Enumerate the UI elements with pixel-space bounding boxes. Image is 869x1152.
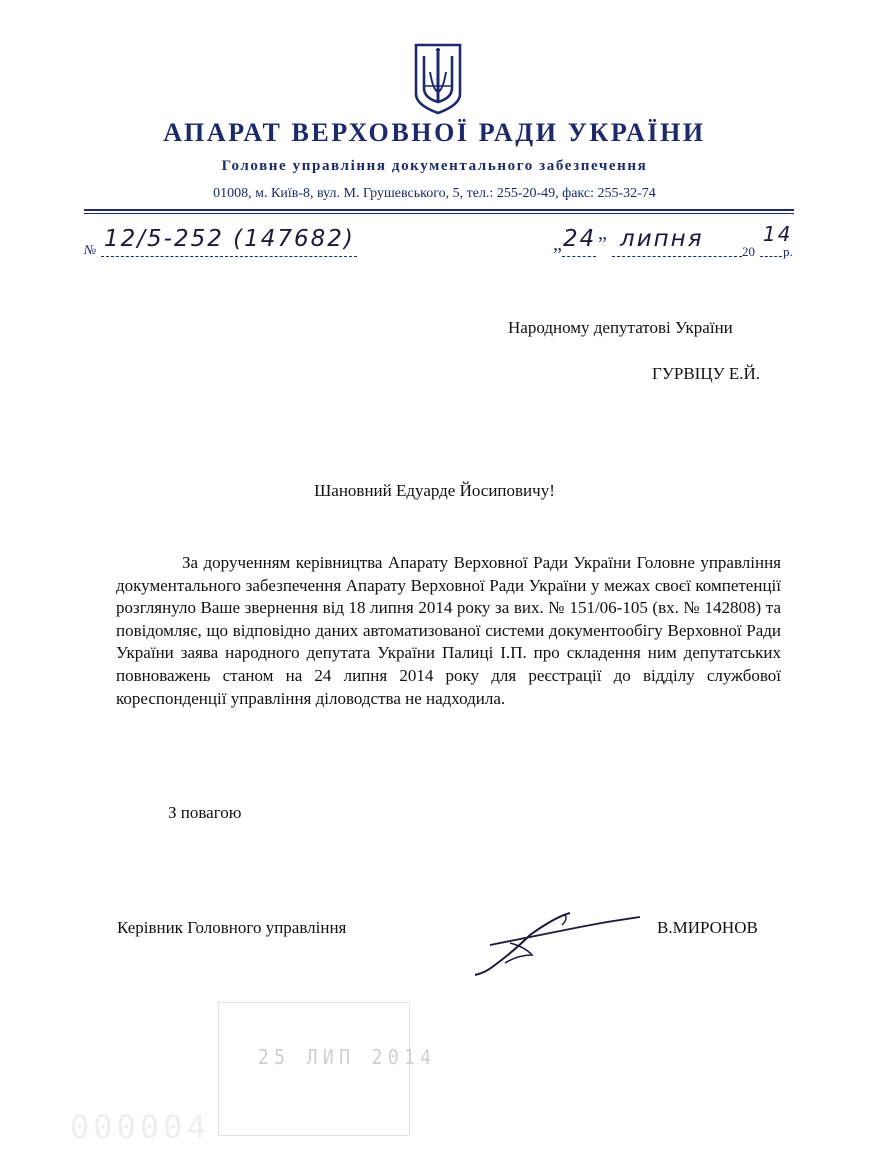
date-day-line [562,256,596,257]
date-day: 24 [563,226,597,252]
date-year: 14 [763,222,793,246]
date-open-quote: „ [553,233,562,255]
letterhead-address: 01008, м. Київ-8, вул. М. Грушевського, 5, тел.: 255-20-49, факс: 255-32-74 [213,186,656,201]
department-title: Головне управління документального забезпечення [221,158,648,174]
reference-number-label: № [84,242,97,257]
signature-icon [470,905,650,980]
letterhead-divider-thin [84,213,794,214]
page-watermark-number: 000004 [70,1108,210,1146]
salutation: Шановний Едуарде Йосиповичу! [314,481,555,500]
date-month-line [612,256,742,257]
closing-phrase: З повагою [168,803,242,822]
stamp-date-text: 25 ЛИП 2014 [257,1045,437,1069]
signer-title: Керівник Головного управління [117,918,347,937]
trident-emblem-icon [413,42,463,116]
letter-body: За дорученням керівництва Апарату Верховної Ради України Головне управління документального забезпечення Апарату Верховної Ради України у межах своєї компетенції розглянуло Ваше звернення від 18 липня 2014 року за вих. № 151/06-105 (вх. № 142808) та повідомляє, що відповідно даних автоматизованої системи документообігу Верховної Ради України заява народного депутата України Палиці І.П. про складення ним депутатських повноважень станом на 24 липня 2014 року для реєстрації до відділу службової кореспонденції управління діловодства не надходила. [116,553,781,708]
date-suffix: р. [783,244,793,259]
organization-title: АПАРАТ ВЕРХОВНОЇ РАДИ УКРАЇНИ [163,118,706,147]
date-year-line [760,256,782,257]
recipient-title: Народному депутатові України [508,318,733,337]
date-close-quote: ” [598,233,607,255]
date-century: 20 [742,244,755,259]
date-month: липня [620,226,704,252]
letterhead-divider [84,209,794,211]
reference-number-line [101,256,357,257]
reference-number-value: 12/5-252 (147682) [104,226,355,252]
registration-stamp [218,1002,410,1136]
recipient-name: ГУРВІЦУ Е.Й. [652,364,761,383]
signer-name: В.МИРОНОВ [657,918,758,937]
